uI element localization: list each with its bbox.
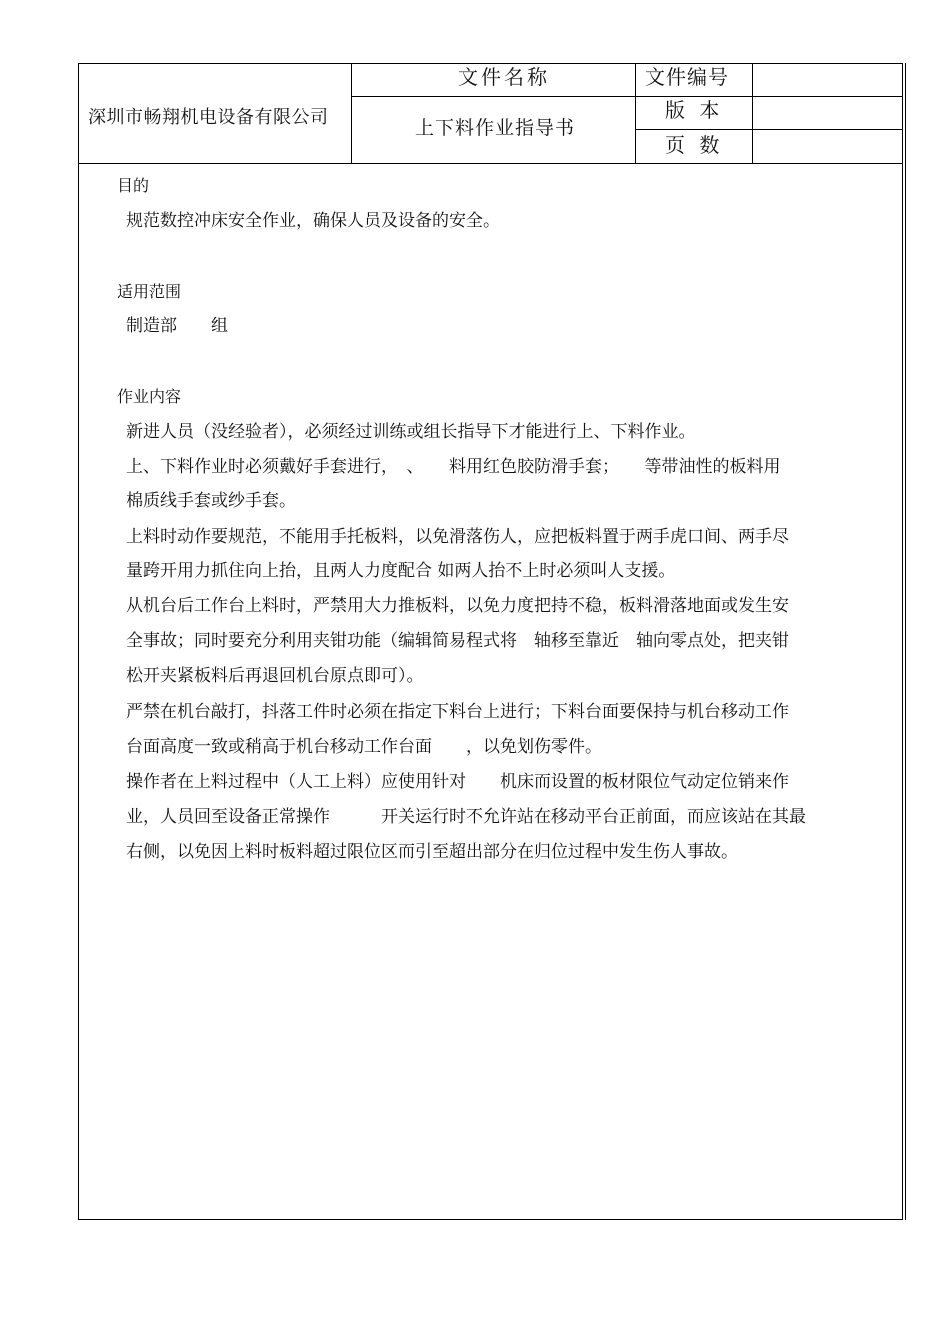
content-line: 业，人员回至设备正常操作 开关运行时不允许站在移动平台正前面，而应该站在其最	[126, 807, 806, 827]
content-line: 棉质线手套或纱手套。	[126, 491, 296, 511]
frame-double-rule	[905, 63, 906, 1220]
doc-name-label: 文件名称	[458, 65, 550, 89]
header-divider-label	[752, 63, 753, 163]
header-divider-company	[351, 63, 352, 163]
content-line: 上、下料作业时必须戴好手套进行， 、 料用红色胶防滑手套； 等带油性的板料用	[126, 457, 781, 477]
header-row-rule-1	[351, 96, 903, 97]
content-line: 全事故；同时要充分利用夹钳功能（编辑简易程式将 轴移至靠近 轴向零点处，把夹钳	[126, 631, 789, 651]
header-bottom-rule	[78, 163, 903, 164]
header-row-rule-2	[635, 129, 903, 130]
content-line: 松开夹紧板料后再退回机台原点即可）。	[126, 666, 424, 686]
version-label: 版 本	[665, 98, 720, 122]
doc-title: 上下料作业指导书	[415, 117, 576, 139]
pages-label: 页 数	[665, 133, 720, 157]
content-line: 严禁在机台敲打，抖落工件时必须在指定下料台上进行；下料台面要保持与机台移动工作	[126, 702, 789, 722]
section-title-purpose: 目的	[117, 176, 150, 195]
section-title-content: 作业内容	[117, 387, 182, 406]
content-line: 新进人员（没经验者），必须经过训练或组长指导下才能进行上、下料作业。	[126, 422, 696, 442]
header-divider-title	[635, 63, 636, 163]
company-name: 深圳市畅翔机电设备有限公司	[88, 107, 329, 128]
content-line: 台面高度一致或稍高于机台移动工作台面 ，以免划伤零件。	[126, 737, 602, 757]
scope-line: 制造部 组	[126, 316, 228, 336]
content-line: 从机台后工作台上料时，严禁用大力推板料，以免力度把持不稳，板料滑落地面或发生安	[126, 596, 789, 616]
content-line: 量跨开用力抓住向上抬，且两人力度配合 如两人抬不上时必须叫人支援。	[126, 561, 676, 581]
section-title-scope: 适用范围	[117, 282, 182, 301]
content-line: 上料时动作要规范，不能用手托板料，以免滑落伤人，应把板料置于两手虎口间、两手尽	[126, 527, 789, 547]
content-line: 右侧，以免因上料时板料超过限位区而引至超出部分在归位过程中发生伤人事故。	[126, 842, 738, 862]
content-line: 操作者在上料过程中（人工上料）应使用针对 机床而设置的板材限位气动定位销来作	[126, 772, 789, 792]
doc-number-label: 文件编号	[645, 65, 729, 89]
purpose-line: 规范数控冲床安全作业，确保人员及设备的安全。	[126, 211, 500, 231]
